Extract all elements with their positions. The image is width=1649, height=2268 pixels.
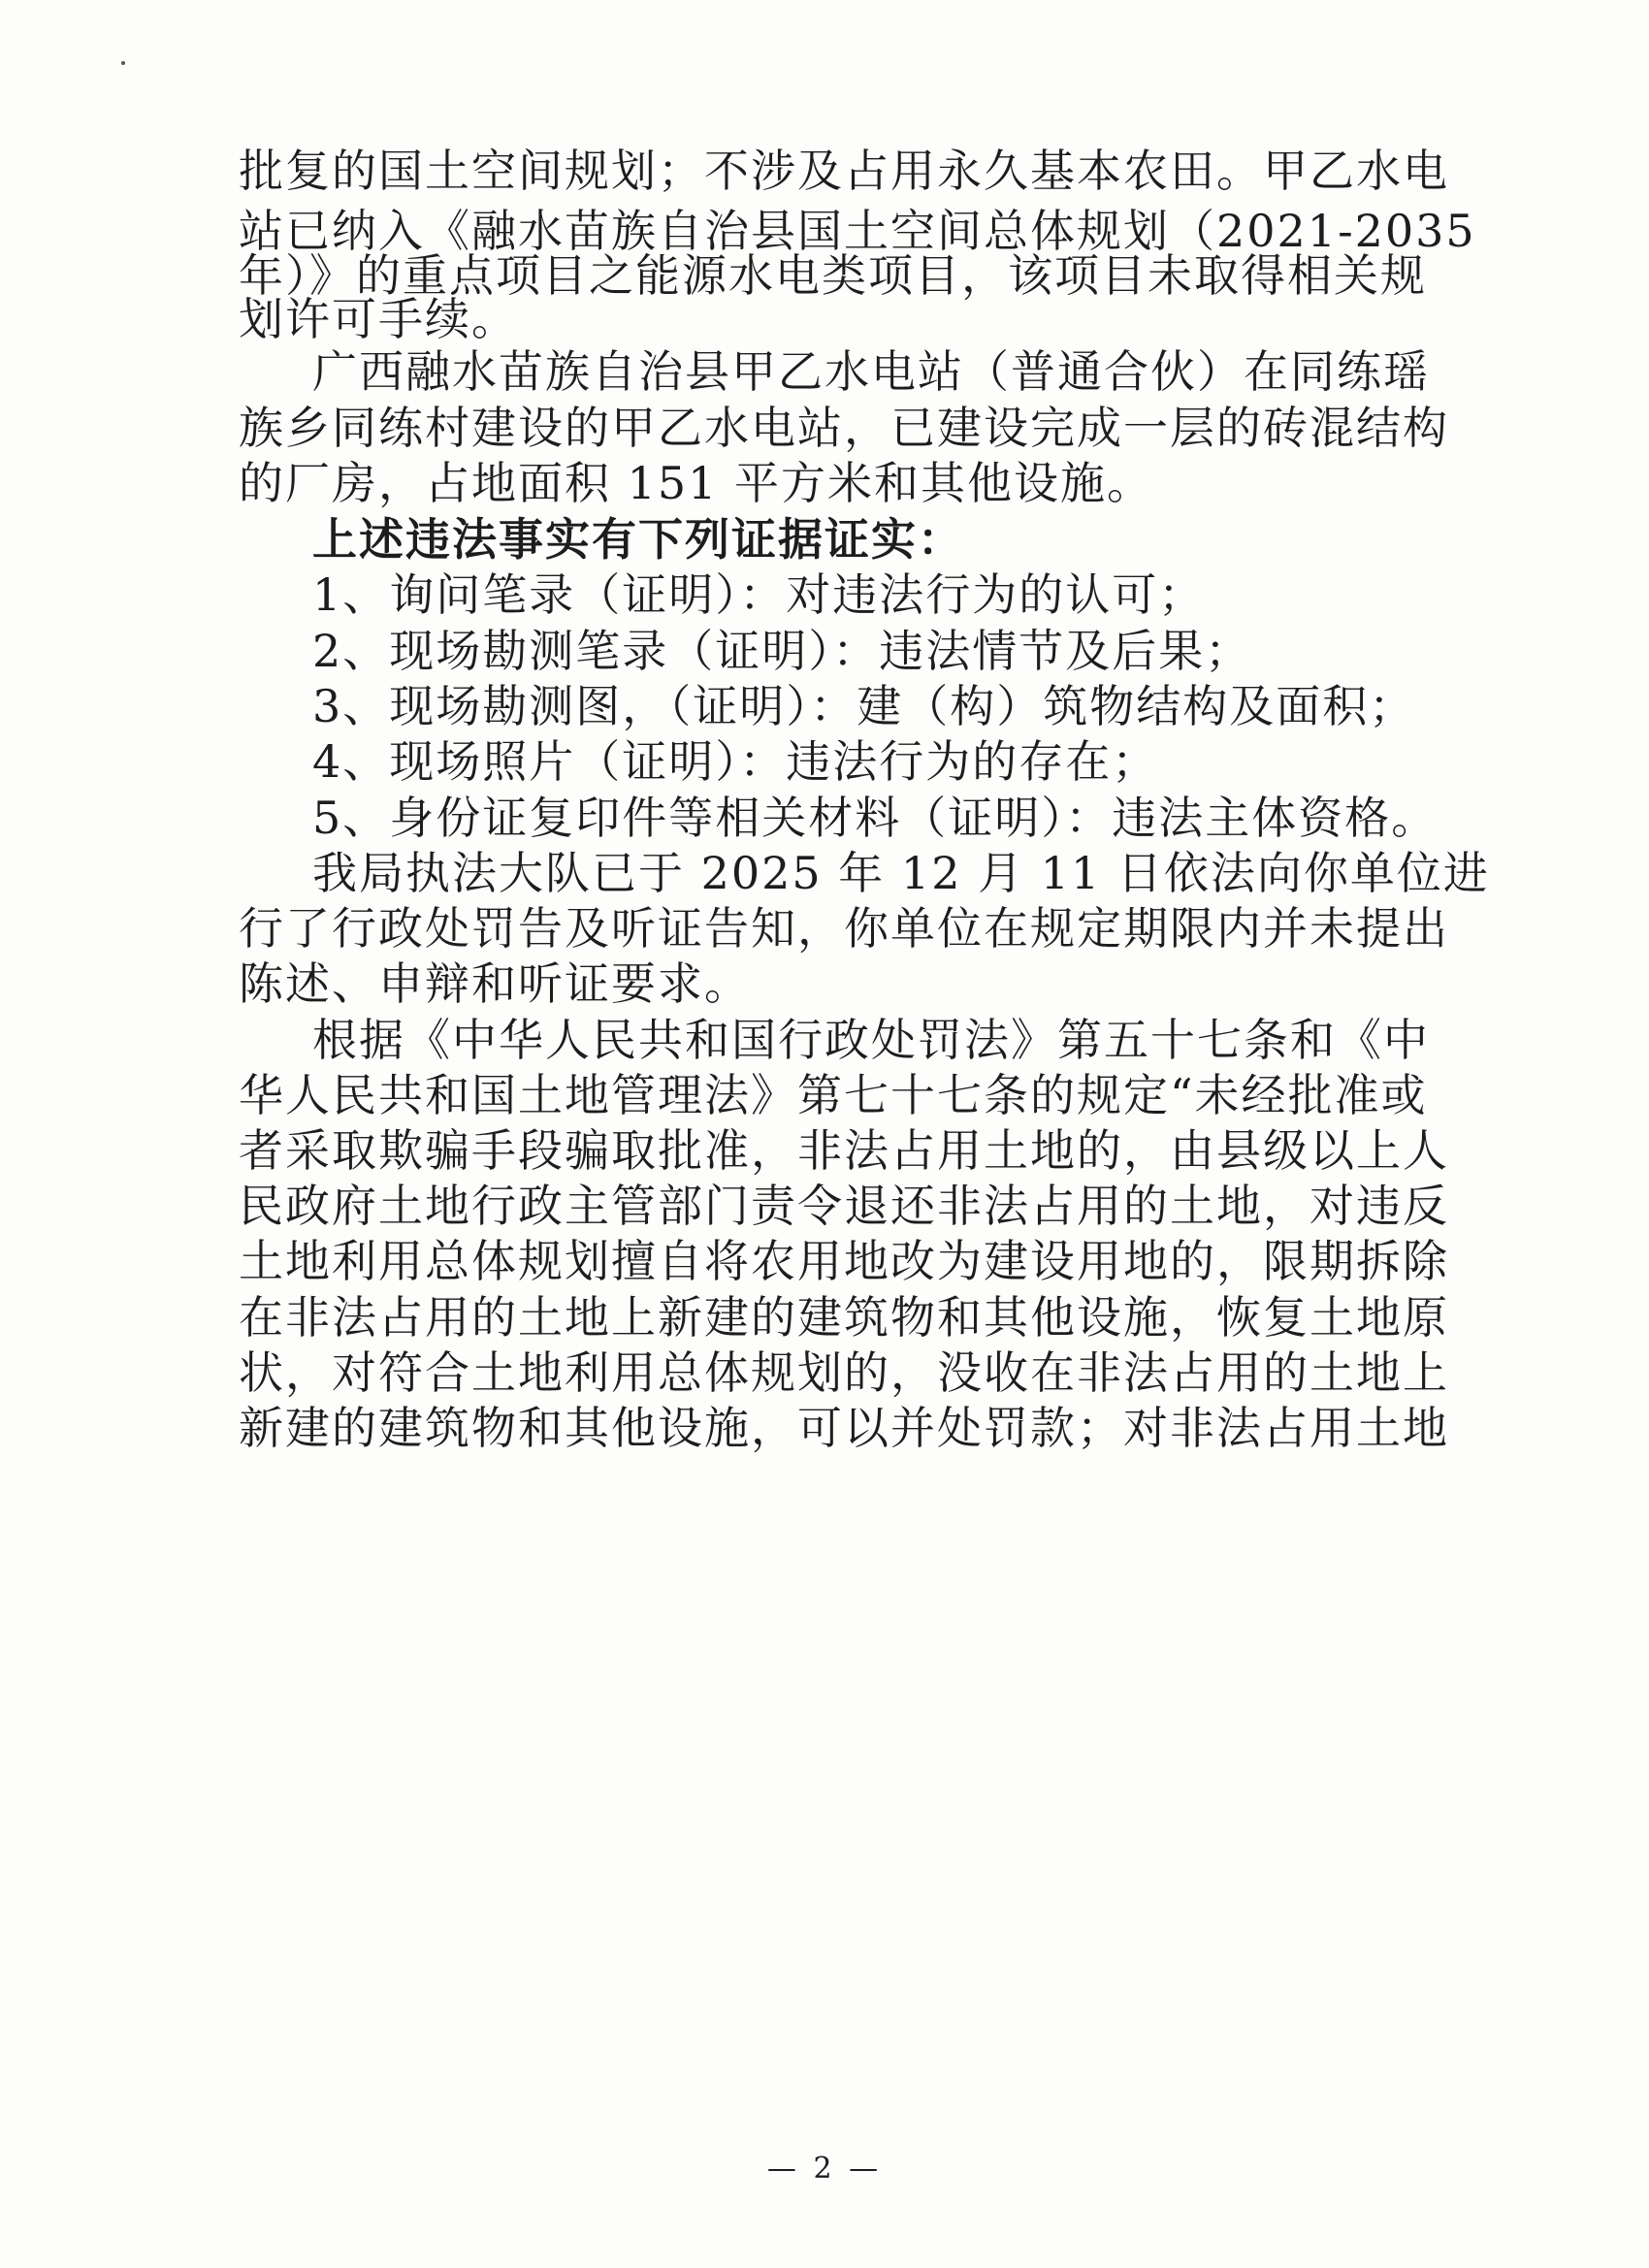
body-line-18: 华人民共和国土地管理法》第七十七条的规定“未经批准或 bbox=[239, 1069, 1428, 1121]
body-line-14: 我局执法大队已于 2025 年 12 月 11 日依法向你单位进 bbox=[312, 847, 1490, 899]
body-line-24: 新建的建筑物和其他设施，可以并处罚款；对非法占用土地 bbox=[239, 1402, 1449, 1454]
body-line-17: 根据《中华人民共和国行政处罚法》第五十七条和《中 bbox=[312, 1014, 1430, 1066]
body-line-2: 站已纳入《融水苗族自治县国土空间总体规划（2021-2035 bbox=[239, 205, 1476, 257]
body-line-21: 土地利用总体规划擅自将农用地改为建设用地的，限期拆除 bbox=[239, 1235, 1449, 1287]
body-line-3: 年）》的重点项目之能源水电类项目，该项目未取得相关规 bbox=[239, 249, 1427, 302]
page-number: — 2 — bbox=[766, 2152, 883, 2186]
body-line-16: 陈述、申辩和听证要求。 bbox=[239, 957, 751, 1010]
body-line-7: 的厂房，占地面积 151 平方米和其他设施。 bbox=[239, 457, 1154, 509]
body-line-1: 批复的国土空间规划；不涉及占用永久基本农田。甲乙水电 bbox=[239, 145, 1449, 197]
body-line-19: 者采取欺骗手段骗取批准，非法占用土地的，由县级以上人 bbox=[239, 1124, 1449, 1177]
body-line-5: 广西融水苗族自治县甲乙水电站（普通合伙）在同练瑶 bbox=[312, 345, 1430, 398]
body-line-23: 状，对符合土地利用总体规划的，没收在非法占用的土地上 bbox=[239, 1346, 1449, 1399]
evidence-heading: 上述违法事实有下列证据证实： bbox=[312, 513, 964, 566]
body-line-6: 族乡同练村建设的甲乙水电站，已建设完成一层的砖混结构 bbox=[239, 402, 1449, 454]
scan-speck bbox=[121, 61, 125, 65]
evidence-item-5: 5、身份证复印件等相关材料（证明）：违法主体资格。 bbox=[312, 792, 1439, 844]
body-line-22: 在非法占用的土地上新建的建筑物和其他设施，恢复土地原 bbox=[239, 1291, 1449, 1344]
body-line-15: 行了行政处罚告及听证告知，你单位在规定期限内并未提出 bbox=[239, 902, 1449, 955]
evidence-item-4: 4、现场照片（证明）：违法行为的存在； bbox=[312, 735, 1159, 788]
body-line-20: 民政府土地行政主管部门责令退还非法占用的土地，对违反 bbox=[239, 1180, 1449, 1232]
evidence-item-1: 1、询问笔录（证明）：对违法行为的认可； bbox=[312, 568, 1206, 621]
evidence-item-2: 2、现场勘测笔录（证明）：违法情节及后果； bbox=[312, 625, 1252, 677]
body-line-4: 划许可手续。 bbox=[239, 293, 518, 345]
evidence-item-3: 3、现场勘测图，（证明）：建（构）筑物结构及面积； bbox=[312, 680, 1416, 732]
